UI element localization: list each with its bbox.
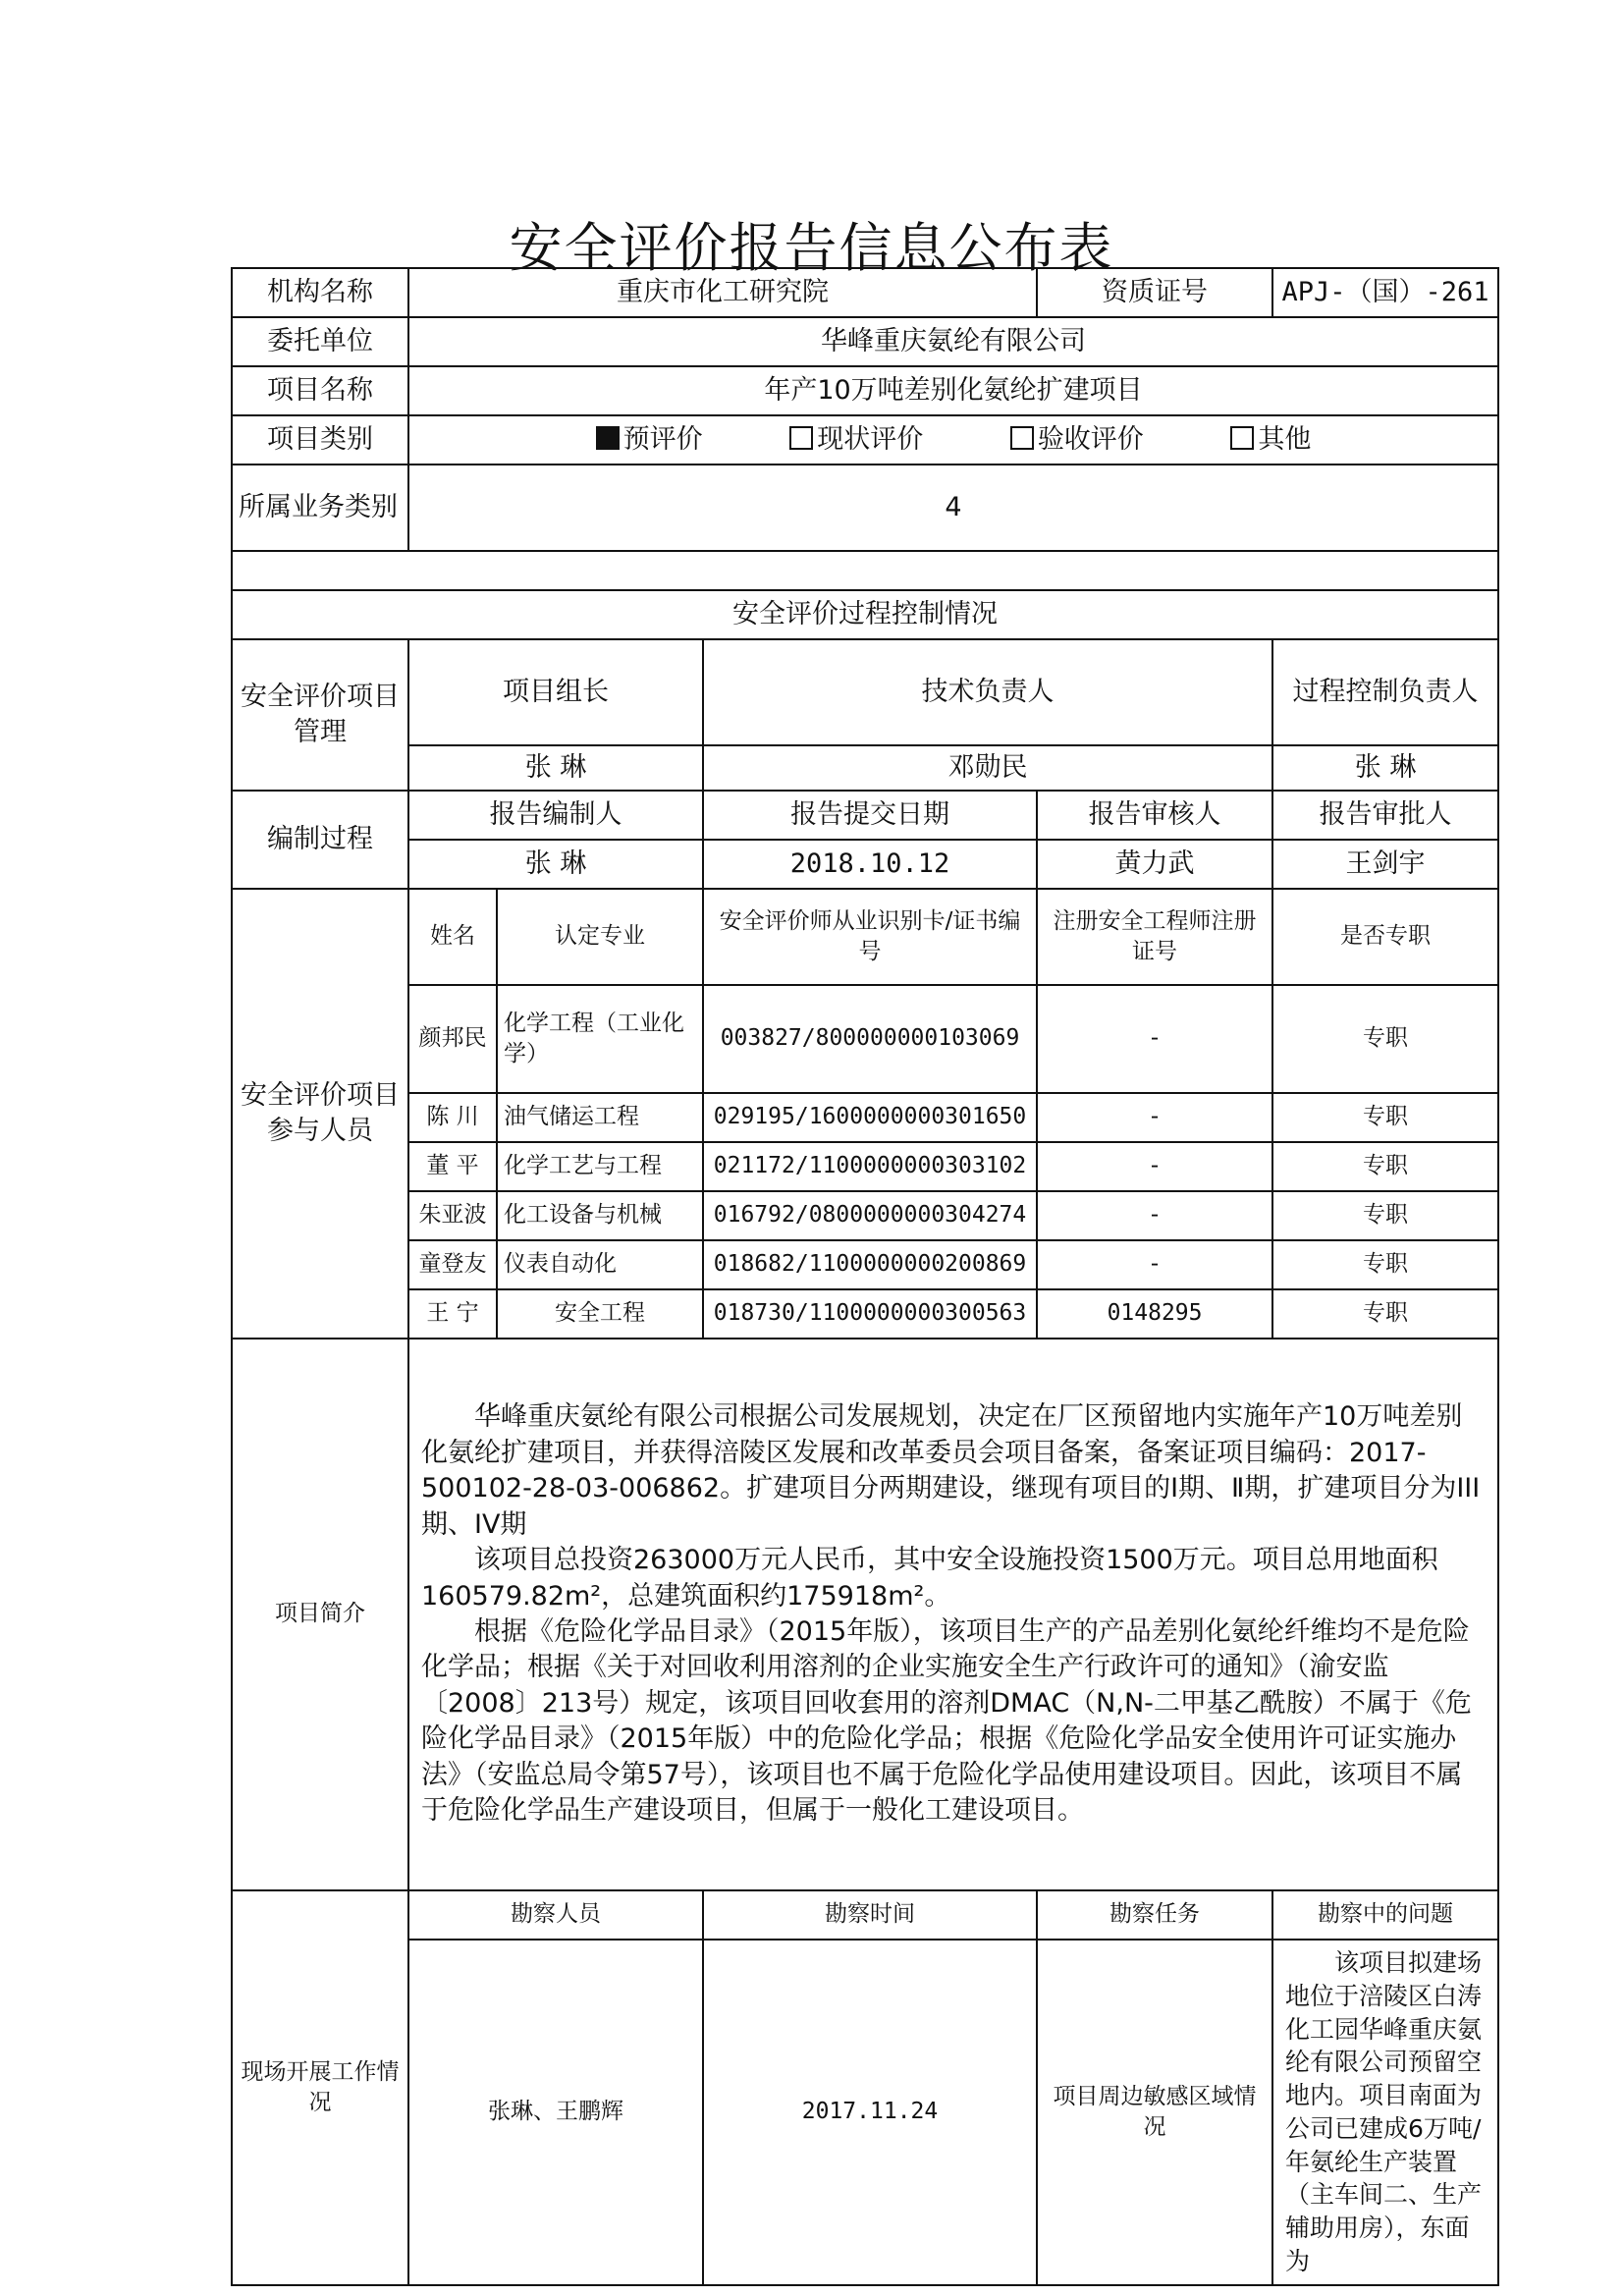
col-fulltime: 是否专职 — [1272, 889, 1498, 985]
process-header: 安全评价过程控制情况 — [232, 590, 1498, 639]
page-title: 安全评价报告信息公布表 — [509, 217, 1114, 279]
control-header: 过程控制负责人 — [1272, 639, 1498, 745]
date-value: 2018.10.12 — [703, 840, 1037, 889]
management-label: 安全评价项目管理 — [232, 639, 408, 791]
table-row: 王 宁 安全工程 018730/1100000000300563 0148295 专职 — [232, 1289, 1498, 1339]
option-other[interactable]: 其他 — [1230, 422, 1311, 458]
leader-value: 张 琳 — [408, 745, 703, 791]
category-label: 项目类别 — [232, 415, 408, 465]
reviewer-value: 黄力武 — [1037, 840, 1272, 889]
leader-header: 项目组长 — [408, 639, 703, 745]
personnel-label: 安全评价项目参与人员 — [232, 889, 408, 1339]
survey-issue-header: 勘察中的问题 — [1272, 1890, 1498, 1940]
category-options — [408, 415, 1498, 465]
compile-label: 编制过程 — [232, 791, 408, 889]
table-row: 董 平 化学工艺与工程 021172/1100000000303102 - 专职 — [232, 1142, 1498, 1191]
date-header: 报告提交日期 — [703, 791, 1037, 840]
col-name: 姓名 — [408, 889, 497, 985]
survey-time-header: 勘察时间 — [703, 1890, 1037, 1940]
business-value: 4 — [408, 465, 1498, 551]
checkbox-empty-icon — [1010, 426, 1034, 450]
checkbox-empty-icon — [1230, 426, 1254, 450]
approver-header: 报告审批人 — [1272, 791, 1498, 840]
table-row: 童登友 仪表自动化 018682/1100000000200869 - 专职 — [232, 1240, 1498, 1289]
compiler-header: 报告编制人 — [408, 791, 703, 840]
survey-task: 项目周边敏感区域情况 — [1037, 1940, 1272, 2285]
intro-text — [408, 1339, 1498, 1890]
project-label: 项目名称 — [232, 366, 408, 415]
option-acceptance-eval[interactable]: 验收评价 — [1010, 422, 1144, 458]
intro-paragraph: 华峰重庆氨纶有限公司根据公司发展规划，决定在厂区预留地内实施年产10万吨差别化氨纶扩建项目，并获得涪陵区发展和改革委员会项目备案，备案证项目编码：2017-500102-28-03-006862。扩建项目分两期建设，继现有项目的Ⅰ期、Ⅱ期，扩建项目分为III期、IV期 — [421, 1401, 1481, 1540]
checkbox-checked-icon — [596, 426, 620, 450]
option-status-eval[interactable]: 现状评价 — [789, 422, 923, 458]
table-row: 陈 川 油气储运工程 029195/1600000000301650 - 专职 — [232, 1093, 1498, 1142]
project-value: 年产10万吨差别化氨纶扩建项目 — [408, 366, 1498, 415]
cert-label: 资质证号 — [1037, 268, 1272, 317]
tech-value: 邓勋民 — [703, 745, 1272, 791]
cert-value: APJ-（国）-261 — [1272, 268, 1498, 317]
tech-header: 技术负责人 — [703, 639, 1272, 745]
col-reg: 注册安全工程师注册证号 — [1037, 889, 1272, 985]
survey-task-header: 勘察任务 — [1037, 1890, 1272, 1940]
option-pre-eval[interactable]: 预评价 — [596, 422, 703, 458]
approver-value: 王剑宇 — [1272, 840, 1498, 889]
control-value: 张 琳 — [1272, 745, 1498, 791]
survey-label: 现场开展工作情况 — [232, 1890, 408, 2285]
checkbox-empty-icon — [789, 426, 813, 450]
col-card: 安全评价师从业识别卡/证书编号 — [703, 889, 1037, 985]
survey-time: 2017.11.24 — [703, 1940, 1037, 2285]
client-label: 委托单位 — [232, 317, 408, 366]
survey-person: 张琳、王鹏辉 — [408, 1940, 703, 2285]
table-row: 颜邦民 化学工程（工业化学） 003827/800000000103069 - 专职 — [232, 985, 1498, 1093]
survey-issue: 该项目拟建场地位于涪陵区白涛化工园华峰重庆氨纶有限公司预留空地内。项目南面为公司已建成6万吨/年氨纶生产装置（主车间二、生产辅助用房），东面为 — [1272, 1940, 1498, 2285]
org-label: 机构名称 — [232, 268, 408, 317]
org-value: 重庆市化工研究院 — [408, 268, 1037, 317]
client-value: 华峰重庆氨纶有限公司 — [408, 317, 1498, 366]
survey-person-header: 勘察人员 — [408, 1890, 703, 1940]
compiler-value: 张 琳 — [408, 840, 703, 889]
info-table — [231, 267, 1499, 2286]
intro-label: 项目简介 — [232, 1339, 408, 1890]
intro-paragraph: 根据《危险化学品目录》（2015年版），该项目生产的产品差别化氨纶纤维均不是危险化学品；根据《关于对回收利用溶剂的企业实施安全生产行政许可的通知》（渝安监〔2008〕213号）规定，该项目回收套用的溶剂DMAC（N,N-二甲基乙酰胺）不属于《危险化学品目录》（2015年版）中的危险化学品；根据《危险化学品安全使用许可证实施办法》（安监总局令第57号），该项目也不属于危险化学品使用建设项目。因此，该项目不属于危险化学品生产建设项目，但属于一般化工建设项目。 — [421, 1616, 1472, 1827]
intro-paragraph: 该项目总投资263000万元人民币，其中安全设施投资1500万元。项目总用地面积160579.82m²，总建筑面积约175918m²。 — [421, 1545, 1438, 1612]
reviewer-header: 报告审核人 — [1037, 791, 1272, 840]
business-label: 所属业务类别 — [232, 465, 408, 551]
table-row: 朱亚波 化工设备与机械 016792/0800000000304274 - 专职 — [232, 1191, 1498, 1240]
col-major: 认定专业 — [497, 889, 703, 985]
